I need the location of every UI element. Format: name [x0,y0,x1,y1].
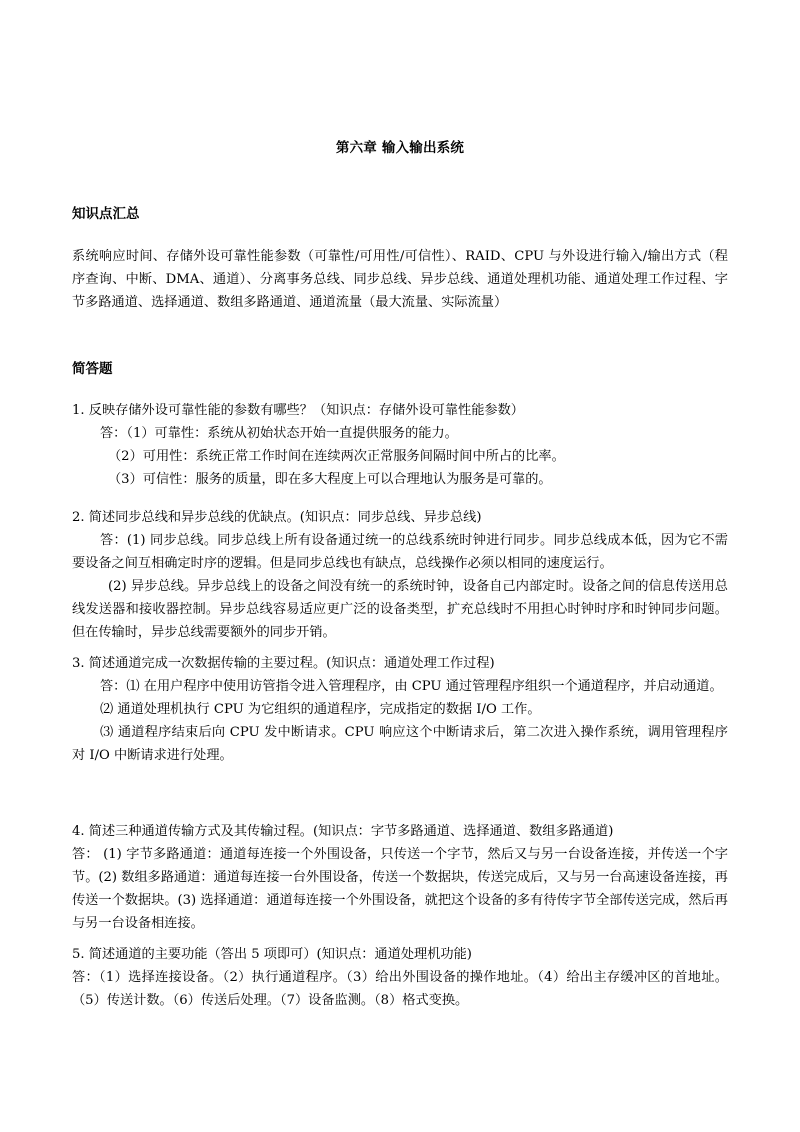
question-2-answer-2: (2) 异步总线。异步总线上的设备之间没有统一的系统时钟，设备自己内部定时。设备之间的信息传送用总线发送器和接收器控制。异步总线容易适应更广泛的设备类型，扩充总线时不用担心时钟时序和时钟同步问题。但在传输时，异步总线需要额外的同步开销。 [72,579,728,640]
question-5 [72,943,728,1012]
question-3-answer-1: 答：⑴ 在用户程序中使用访管指令进入管理程序，由 CPU 通过管理程序组织一个通道程序，并启动通道。 [100,679,723,694]
question-5-text: 5. 简述通道的主要功能（答出 5 项即可）(知识点：通道处理机功能) [72,947,472,962]
knowledge-text: 系统响应时间、存储外设可靠性能参数（可靠性/可用性/可信性）、RAID、CPU 与外设进行输入/输出方式（程序查询、中断、DMA、通道）、分离事务总线、同步总线、异步总线、通道处理机功能、通道处理工作过程、字节多路通道、选择通道、数组多路通道、通道流量（最大流量、实际流量） [72,249,728,310]
question-4-answer-1: 答： (1) 字节多路通道：通道每连接一个外围设备，只传送一个字节，然后又与另一台设备连接，并传送一个字节。(2) 数组多路通道：通道每连接一台外围设备，传送一个数据块，传送完成后，又与另一台高速设备连接，再传送一个数据块。(3) 选择通道：通道每连接一个外围设备，就把这个设备的多有待传字节全部传送完成，然后再与另一台设备相连接。 [72,847,728,931]
question-2-answer-1: 答：(1) 同步总线。同步总线上所有设备通过统一的总线系统时钟进行同步。同步总线成本低，因为它不需要设备之间互相确定时序的逻辑。但是同步总线也有缺点，总线操作必须以相同的速度运行。 [72,533,728,571]
question-3 [72,652,728,767]
question-4 [72,820,728,935]
question-4-text: 4. 简述三种通道传输方式及其传输过程。(知识点：字节多路通道、选择通道、数组多路通道) [72,824,614,839]
question-3-text: 3. 简述通道完成一次数据传输的主要过程。(知识点：通道处理工作过程) [72,656,495,671]
question-1-answer-3: （3）可信性：服务的质量，即在多大程度上可以合理地认为服务是可靠的。 [108,472,552,487]
knowledge-heading: 知识点汇总 [72,206,140,222]
question-2 [72,506,728,644]
question-1-answer-2: （2）可用性：系统正常工作时间在连续两次正常服务间隔时间中所占的比率。 [108,449,565,464]
question-2-text: 2. 简述同步总线和异步总线的优缺点。(知识点：同步总线、异步总线) [72,510,482,525]
question-1-text: 1. 反映存储外设可靠性能的参数有哪些？（知识点：存储外设可靠性能参数） [72,403,524,418]
question-3-answer-3: ⑶ 通道程序结束后向 CPU 发中断请求。CPU 响应这个中断请求后，第二次进入操作系统，调用管理程序对 I/O 中断请求进行处理。 [72,725,728,763]
question-3-answer-2: ⑵ 通道处理机执行 CPU 为它组织的通道程序，完成指定的数据 I/O 工作。 [100,702,541,717]
short-answer-heading: 简答题 [72,361,113,377]
chapter-title: 第六章 输入输出系统 [335,140,465,156]
question-5-answer-1: 答：（1）选择连接设备。（2）执行通道程序。（3）给出外围设备的操作地址。（4）给出主存缓冲区的首地址。（5）传送计数。（6）传送后处理。（7）设备监测。（8）格式变换。 [72,970,728,1008]
question-1-answer-1: 答：（1）可靠性：系统从初始状态开始一直提供服务的能力。 [100,426,458,441]
question-1 [72,399,728,491]
